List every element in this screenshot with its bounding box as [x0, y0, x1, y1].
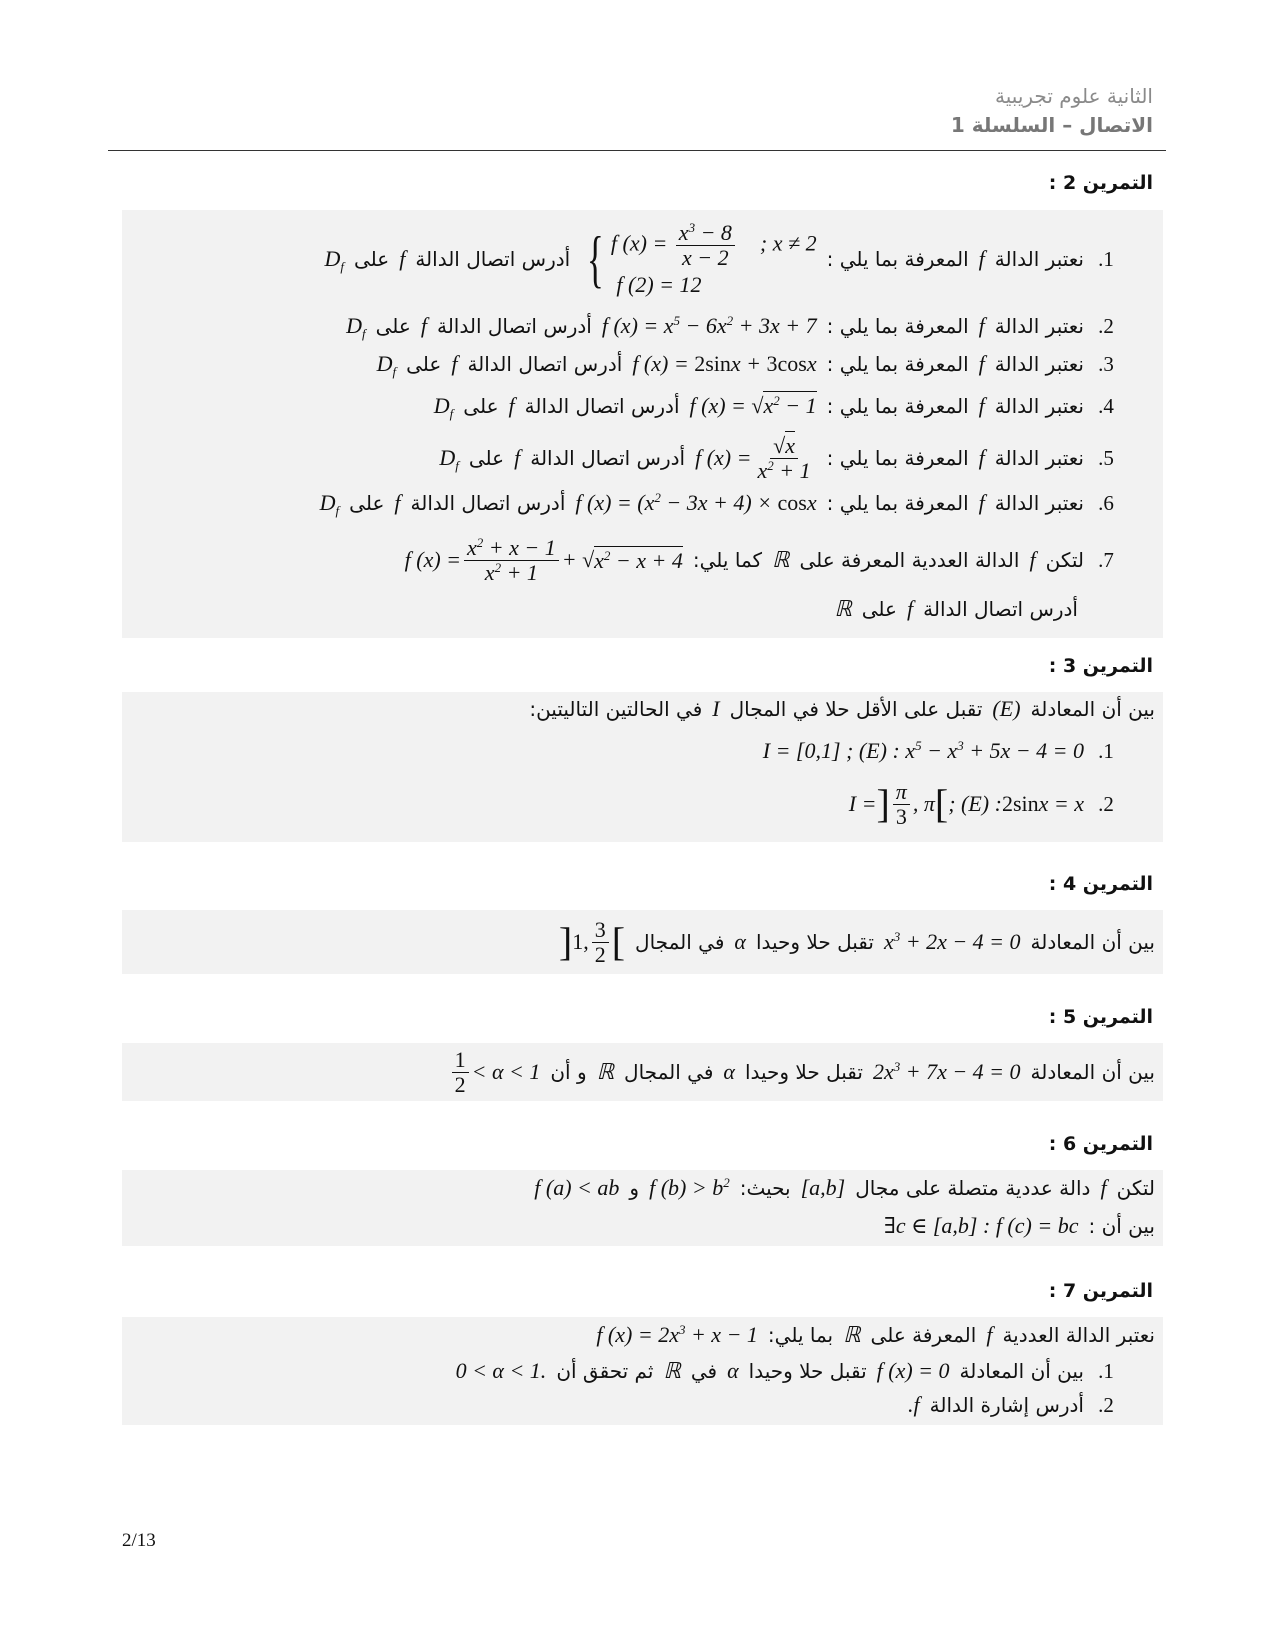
- exercise-5-box: [122, 1043, 1163, 1101]
- text: في: [690, 1359, 718, 1383]
- exercise-5-title: التمرين 5 :: [1048, 1006, 1153, 1028]
- text: المعرفة بما يلي :: [826, 446, 969, 470]
- text: و أن: [550, 1060, 587, 1084]
- text: على: [349, 491, 385, 515]
- interval-ex4: ] 1, $\frac{3}{2}$ [: [558, 916, 626, 967]
- level-label: الثانية علوم تجريبية: [995, 84, 1153, 108]
- ex2-item-7-study: أدرس اتصال الدالة f على ℝ: [834, 596, 1078, 621]
- ex2-item-3: 3. نعتبر الدالة f المعرفة بما يلي : f (x) = 2sinx + 3cosx أدرس اتصال الدالة f على $D_f$: [377, 348, 1118, 380]
- text: بين أن المعادلة: [1030, 697, 1155, 721]
- ex7-item-1: 1. بين أن المعادلة f (x) = 0 تقبل حلا وحيدا α في ℝ ثم تحقق أن 0 < α < 1.: [456, 1355, 1118, 1387]
- exercise-6-box: [122, 1170, 1163, 1246]
- page-number: 2/13: [122, 1530, 156, 1551]
- text: المعرفة على: [870, 1323, 977, 1347]
- text: نعتبر الدالة: [994, 446, 1084, 470]
- ex2-item-6: 6. نعتبر الدالة f المعرفة بما يلي : f $(x) = (x^2 - 3x + 4) \times \cos x$ أدرس اتصال الدالة f على $D_f$: [320, 486, 1118, 520]
- text: المعرفة بما يلي :: [826, 314, 969, 338]
- ex2-item-5: 5. نعتبر الدالة f المعرفة بما يلي : f (x) = $\frac{√x}{x^2 + 1}$ أدرس اتصال الدالة f على $D_f$: [439, 430, 1118, 486]
- item-number: 1.: [1098, 246, 1114, 271]
- text: بين أن :: [1088, 1214, 1155, 1238]
- text: على: [353, 247, 390, 271]
- formula-4: f $(x) = √x^2 - 1$: [689, 393, 817, 418]
- text: بين أن المعادلة: [959, 1359, 1084, 1383]
- ex7-intro: نعتبر الدالة العددية f المعرفة على ℝ بما يلي: f $(x) = 2x^3 + x - 1$: [596, 1322, 1155, 1347]
- exercise-6-title: التمرين 6 :: [1048, 1133, 1153, 1155]
- ex4-statement: بين أن المعادلة $x^3 + 2x - 4 = 0$ تقبل حلا وحيدا α في المجال ] 1, $\frac{3}{2}$ [: [558, 916, 1155, 967]
- text: و: [629, 1176, 640, 1200]
- ex6-line-1: لتكن f دالة عددية متصلة على مجال [a,b] بحيث: f $(b) > b^2$ و f (a) < ab: [534, 1175, 1155, 1200]
- text: بما يلي:: [767, 1323, 834, 1347]
- text: تقبل حلا وحيدا: [755, 930, 874, 954]
- item-number: 2.: [1098, 1392, 1114, 1417]
- text: أدرس اتصال الدالة: [410, 491, 566, 515]
- page-header: [951, 82, 1153, 140]
- formula-1: { f (x) = $\frac{x^3 - 8}{x - 2}$ ; x ≠ 2 f (2) = 12: [587, 219, 817, 297]
- text: على: [406, 352, 442, 376]
- text: ثم تحقق أن: [556, 1359, 654, 1383]
- item-number: 6.: [1098, 490, 1114, 515]
- text: تقبل على الأقل حلا في المجال: [729, 697, 983, 721]
- item-number: 3.: [1098, 351, 1114, 376]
- text: على: [463, 394, 499, 418]
- ex6-line-2: بين أن : ∃c ∈ [a,b] : f (c) = bc: [883, 1213, 1155, 1238]
- ex3-item-1: [763, 736, 1118, 766]
- exercise-7-box: [122, 1317, 1163, 1425]
- ex3-item-2: [849, 776, 1118, 832]
- header-divider: [108, 150, 1166, 151]
- text: على: [468, 446, 505, 470]
- exercise-3-title: التمرين 3 :: [1048, 655, 1153, 677]
- text: في المجال: [624, 1060, 714, 1084]
- inequality-ex5: $\frac{1}{2}$ < α < 1: [449, 1048, 541, 1097]
- ex7-item-2: 2. أدرس إشارة الدالة f.: [908, 1389, 1118, 1421]
- text: نعتبر الدالة: [994, 314, 1084, 338]
- formula-ex5: $2x^3 + 7x - 4 = 0$: [872, 1059, 1021, 1084]
- text: لتكن: [1116, 1176, 1155, 1200]
- formula-ex4: $x^3 + 2x - 4 = 0$: [883, 929, 1021, 954]
- text: بين أن المعادلة: [1030, 930, 1155, 954]
- text: الدالة العددية المعرفة على: [799, 548, 1020, 572]
- item-number: 7.: [1098, 547, 1114, 572]
- text: على: [861, 597, 897, 621]
- text: على: [375, 314, 411, 338]
- text: بين أن المعادلة: [1030, 1060, 1155, 1084]
- ex3-intro: بين أن المعادلة (E) تقبل على الأقل حلا في المجال I في الحالتين التاليتين:: [529, 696, 1155, 721]
- text: بحيث:: [739, 1176, 791, 1200]
- item-number: 2.: [1098, 791, 1114, 816]
- exercise-2-box: [122, 210, 1163, 638]
- exercise-2-title: التمرين 2 :: [1048, 172, 1153, 194]
- formula-5: f (x) = $\frac{√x}{x^2 + 1}$: [695, 432, 811, 483]
- text: نعتبر الدالة: [994, 491, 1084, 515]
- ex2-item-2: 2. نعتبر الدالة f المعرفة بما يلي : f $(x) = x^5 - 6x^2 + 3x + 7$ أدرس اتصال الدالة f على $D_f$: [346, 310, 1118, 342]
- text: أدرس إشارة الدالة: [929, 1393, 1084, 1417]
- text: أدرس اتصال الدالة: [923, 597, 1078, 621]
- text: نعتبر الدالة العددية: [1002, 1323, 1155, 1347]
- item-number: 4.: [1098, 393, 1114, 418]
- text: المعرفة بما يلي :: [826, 352, 969, 376]
- exercise-4-box: [122, 910, 1163, 974]
- text: في الحالتين التاليتين:: [529, 697, 703, 721]
- formula-ex3-1: I = [0,1] ; (E) : $x^5 - x^3 + 5x - 4 = 0$: [762, 738, 1084, 763]
- formula-6: f $(x) = (x^2 - 3x + 4) \times \cos x$: [575, 490, 817, 515]
- exercise-4-title: التمرين 4 :: [1048, 873, 1153, 895]
- text: لتكن: [1045, 548, 1084, 572]
- formula-3: f (x) = 2sinx + 3cosx: [632, 351, 817, 376]
- series-title: الاتصال – السلسلة 1: [950, 113, 1153, 137]
- text: أدرس اتصال الدالة: [524, 394, 680, 418]
- text: المعرفة بما يلي :: [826, 247, 969, 271]
- text: أدرس اتصال الدالة: [530, 446, 686, 470]
- ex2-item-4: 4. نعتبر الدالة f المعرفة بما يلي : f $(x) = √x^2 - 1$ أدرس اتصال الدالة f على $D_f$: [434, 388, 1118, 424]
- formula-2: f $(x) = x^5 - 6x^2 + 3x + 7$: [601, 313, 817, 338]
- text: تقبل حلا وحيدا: [748, 1359, 867, 1383]
- formula-7: f (x) = $\frac{x^2 + x - 1}{x^2 + 1}$ + √ $x^2 - x + 4$: [404, 534, 683, 585]
- text: أدرس اتصال الدالة: [415, 247, 571, 271]
- text: أدرس اتصال الدالة: [436, 314, 592, 338]
- ex5-statement: بين أن المعادلة $2x^3 + 7x - 4 = 0$ تقبل حلا وحيدا α في المجال ℝ و أن $\frac{1}{2}$ < α < 1: [449, 1046, 1155, 1098]
- item-number: 2.: [1098, 313, 1114, 338]
- item-number: 1.: [1098, 738, 1114, 763]
- item-number: 5.: [1098, 445, 1114, 470]
- ex2-item-7: 7. لتكن f الدالة العددية المعرفة على ℝ كما يلي: f (x) = $\frac{x^2 + x - 1}{x^2 + 1}$ + √ $x^2 - x + 4$: [405, 532, 1118, 588]
- ex2-item-1: 1. نعتبر الدالة f المعرفة بما يلي : { f (x) = $\frac{x^3 - 8}{x - 2}$ ; x ≠ 2 f (2) = 12 أدرس اتصال الدالة f على $D_f$: [324, 224, 1118, 294]
- text: أدرس اتصال الدالة: [467, 352, 623, 376]
- text: كما يلي:: [692, 548, 763, 572]
- exercise-3-box: [122, 692, 1163, 842]
- item-number: 1.: [1098, 1358, 1114, 1383]
- text: نعتبر الدالة: [994, 247, 1084, 271]
- text: تقبل حلا وحيدا: [744, 1060, 863, 1084]
- text: نعتبر الدالة: [994, 352, 1084, 376]
- text: نعتبر الدالة: [994, 394, 1084, 418]
- text: المعرفة بما يلي :: [826, 491, 969, 515]
- exercise-7-title: التمرين 7 :: [1048, 1280, 1153, 1302]
- text: دالة عددية متصلة على مجال: [855, 1176, 1091, 1200]
- text: المعرفة بما يلي :: [826, 394, 969, 418]
- text: في المجال: [635, 930, 725, 954]
- formula-ex3-2: I = ] $\frac{\pi}{3}$ , π [ ; (E) : 2sin x = x: [848, 778, 1084, 829]
